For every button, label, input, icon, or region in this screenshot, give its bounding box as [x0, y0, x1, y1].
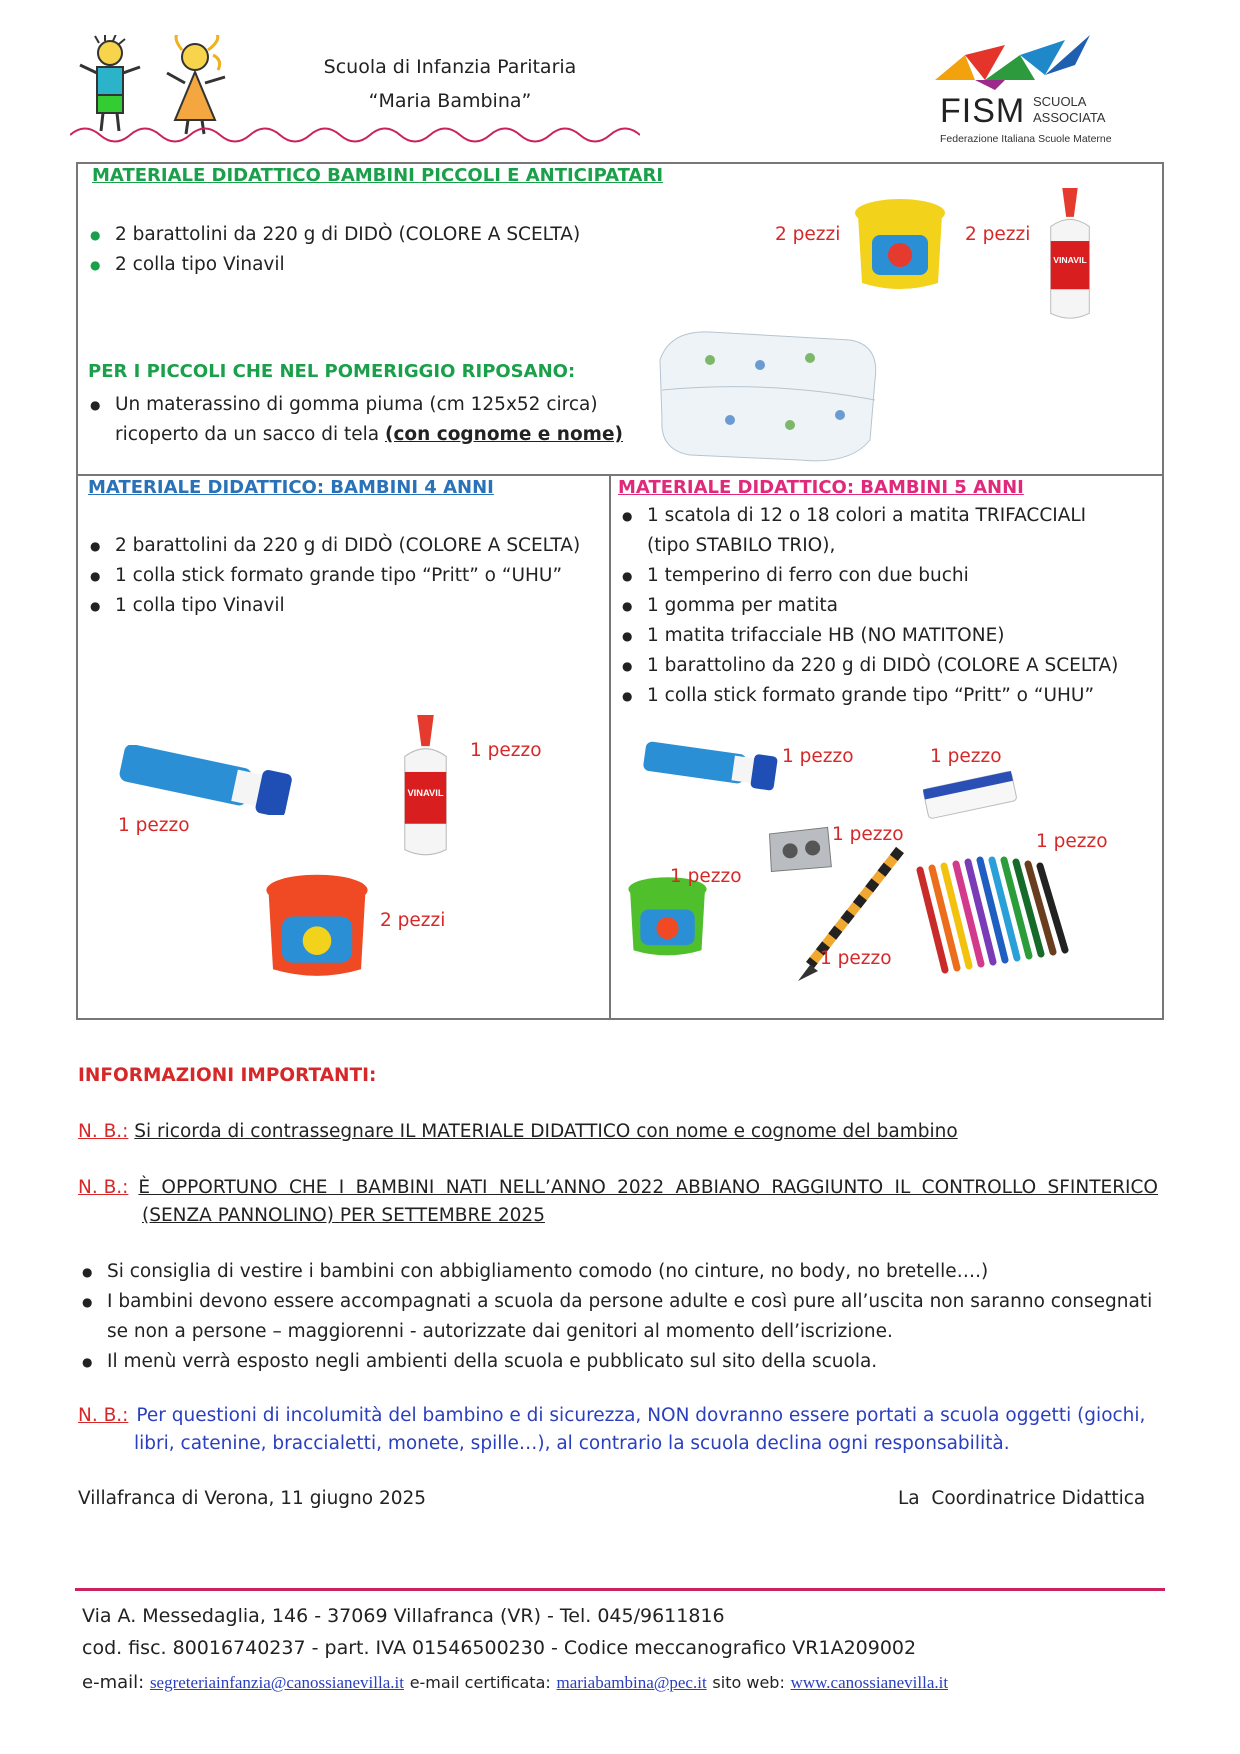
email-link[interactable]: segreteriainfanzia@canossianevilla.it [149, 1673, 404, 1692]
item-1-line-1: 1 scatola di 12 o 18 colori a matita TRIFACCIALI [647, 505, 1087, 526]
qty-dido-4: 2 pezzi [380, 910, 446, 931]
nb-label: N. B.: [78, 1405, 129, 1426]
section-5-title: MATERIALE DIDATTICO: BAMBINI 5 ANNI [618, 477, 1024, 498]
place-date: Villafranca di Verona, 11 giugno 2025 [78, 1488, 427, 1509]
nb-3 [78, 1402, 1163, 1458]
qty-stick-5: 1 pezzo [782, 746, 854, 767]
list-item: ● Il menù verrà esposto negli ambienti della scuola e pubblicato sul sito della scuola. [72, 1347, 1167, 1377]
vinavil-bottle-icon [393, 715, 458, 860]
section-4-title: MATERIALE DIDATTICO: BAMBINI 4 ANNI [88, 477, 494, 498]
nb-1 [78, 1118, 1158, 1146]
footer-fiscal: cod. fisc. 80016740237 - part. IVA 01546500230 - Codice meccanografico VR1A209002 [82, 1637, 917, 1659]
list-item: ● 1 colla stick formato grande tipo “Pritt” o “UHU” [612, 681, 1162, 711]
list-item: ● 1 colla stick formato grande tipo “Pritt” o “UHU” [80, 561, 600, 591]
bullet-2-line-1: I bambini devono essere accompagnati a scuola da persone adulte e così pure all’uscita non saranno consegnati [107, 1291, 1153, 1312]
eraser-icon [920, 770, 1020, 820]
qty-vinavil-small: 2 pezzi [965, 224, 1031, 245]
section-5-list [612, 501, 1162, 711]
list-item: ● 2 colla tipo Vinavil [80, 250, 700, 280]
fism-subtitle [1033, 94, 1105, 126]
site-label: sito web: [712, 1673, 785, 1692]
info-title: INFORMAZIONI IMPORTANTI: [78, 1065, 377, 1086]
nap-title: PER I PICCOLI CHE NEL POMERIGGIO RIPOSANO: [88, 361, 576, 382]
fism-sub-1: SCUOLA [1033, 94, 1087, 109]
item-1-line-2: (tipo STABILO TRIO), [647, 535, 836, 556]
nb-2-line-1: È OPPORTUNO CHE I BAMBINI NATI NELL’ANNO 2022 ABBIANO RAGGIUNTO IL CONTROLLO SFINTERICO [138, 1177, 1158, 1198]
fism-wordmark: FISM [940, 92, 1026, 130]
qty-vinavil-4: 1 pezzo [470, 740, 542, 761]
list-item: ● 2 barattolini da 220 g di DIDÒ (COLORE A SCELTA) [80, 531, 600, 561]
qty-pencil-5: 1 pezzo [820, 948, 892, 969]
qty-colors-5: 1 pezzo [1036, 831, 1108, 852]
qty-eraser-5: 1 pezzo [930, 746, 1002, 767]
list-item: ● 1 matita trifacciale HB (NO MATITONE) [612, 621, 1162, 651]
pec-link[interactable]: mariabambina@pec.it [556, 1673, 707, 1692]
section-4-list [80, 531, 600, 621]
section-small-list [80, 220, 700, 280]
list-item [72, 1287, 1167, 1347]
email-label: e-mail: [82, 1672, 145, 1693]
nb-2 [78, 1174, 1158, 1230]
nap-item [80, 390, 680, 450]
qty-sharpener-5: 1 pezzo [832, 824, 904, 845]
qty-stick-4: 1 pezzo [118, 815, 190, 836]
nap-line-1: Un materassino di gomma piuma (cm 125x52 circa) [115, 394, 598, 415]
info-bullets [72, 1257, 1167, 1377]
signature: La Coordinatrice Didattica [898, 1488, 1146, 1509]
svg-text:VINAVIL: VINAVIL [407, 787, 444, 798]
footer-contacts [82, 1672, 948, 1693]
list-item: ● 1 temperino di ferro con due buchi [612, 561, 1162, 591]
list-item [612, 501, 1162, 561]
dido-jar-yellow-icon [850, 195, 950, 295]
nb-2-line-2: (SENZA PANNOLINO) PER SETTEMBRE 2025 [142, 1205, 545, 1226]
nb-label: N. B.: [78, 1121, 129, 1142]
fism-sub-2: ASSOCIATA [1033, 110, 1106, 125]
qty-dido-5: 1 pezzo [670, 866, 742, 887]
list-item: ● 2 barattolini da 220 g di DIDÒ (COLORE A SCELTA) [80, 220, 700, 250]
svg-text:VINAVIL: VINAVIL [1053, 255, 1087, 266]
mattress-icon [650, 320, 890, 470]
dido-jar-red-icon [262, 870, 372, 985]
school-name [300, 50, 600, 118]
school-line-2: “Maria Bambina” [368, 90, 532, 112]
colored-pencils-icon [910, 850, 1080, 980]
list-item: ● 1 colla tipo Vinavil [80, 591, 600, 621]
list-item: ● 1 gomma per matita [612, 591, 1162, 621]
nb-1-text: Si ricorda di contrassegnare IL MATERIALE DIDATTICO con nome e cognome del bambino [134, 1121, 958, 1142]
qty-dido-small: 2 pezzi [775, 224, 841, 245]
footer-divider [75, 1588, 1165, 1591]
nb-3-line-2: libri, catenine, braccialetti, monete, spille…), al contrario la scuola declina ogni responsabilità. [134, 1433, 1010, 1454]
nap-list-item [80, 390, 680, 450]
section-small-title: MATERIALE DIDATTICO BAMBINI PICCOLI E ANTICIPATARI [92, 165, 664, 186]
nb-label: N. B.: [78, 1177, 129, 1198]
nb-3-line-1: Per questioni di incolumità del bambino e di sicurezza, NON dovranno essere portati a scuola oggetti (giochi, [136, 1405, 1146, 1426]
school-line-1: Scuola di Infanzia Paritaria [323, 56, 577, 78]
glue-stick-icon [115, 745, 295, 815]
vinavil-bottle-icon [1040, 188, 1100, 323]
nap-bold: (con cognome e nome) [385, 424, 623, 445]
glue-stick-icon [640, 738, 780, 793]
footer-address: Via A. Messedaglia, 146 - 37069 Villafranca (VR) - Tel. 045/9611816 [82, 1605, 725, 1627]
site-link[interactable]: www.canossianevilla.it [790, 1673, 949, 1692]
decorative-wave [70, 120, 640, 150]
list-item: ● 1 barattolino da 220 g di DIDÒ (COLORE A SCELTA) [612, 651, 1162, 681]
pec-label: e-mail certificata: [409, 1673, 551, 1692]
list-item: ● Si consiglia di vestire i bambini con abbigliamento comodo (no cinture, no body, no bretelle….) [72, 1257, 1167, 1287]
bullet-2-line-2: se non a persone – maggiorenni - autorizzate dai genitori al momento dell’iscrizione. [107, 1321, 893, 1342]
nap-line-2: ricoperto da un sacco di tela [115, 424, 380, 445]
fism-federation: Federazione Italiana Scuole Materne [940, 133, 1112, 145]
